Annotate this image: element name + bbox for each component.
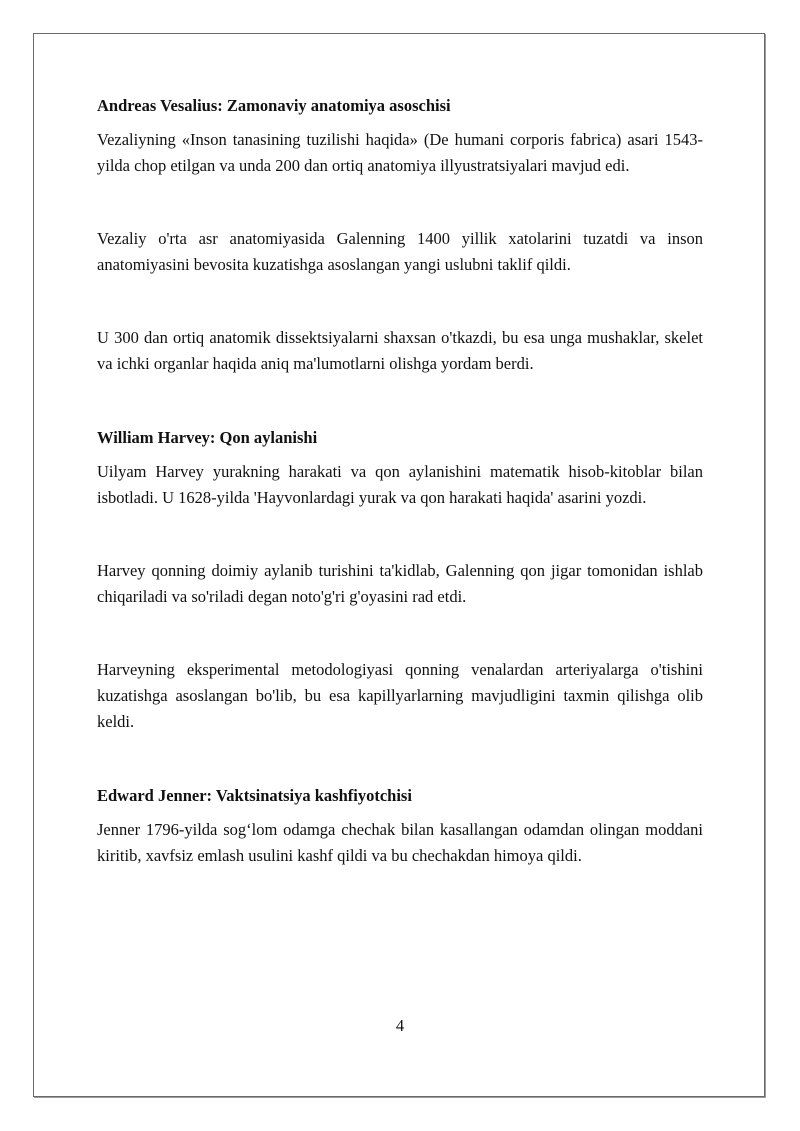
section-heading-harvey: William Harvey: Qon aylanishi (97, 428, 318, 447)
paragraph: Vezaliy o'rta asr anatomiyasida Galenning 1400 yillik xatolarini tuzatdi va inson anatomiyasini bevosita kuzatishga asoslangan yangi uslubni taklif qildi. (97, 229, 703, 274)
section-heading-jenner: Edward Jenner: Vaktsinatsiya kashfiyotchisi (97, 786, 412, 805)
section-heading-vesalius: Andreas Vesalius: Zamonaviy anatomiya asoschisi (97, 96, 451, 115)
paragraph: Jenner 1796-yilda sog‘lom odamga chechak bilan kasallangan odamdan olingan moddani kiritib, xavfsiz emlash usulini kashf qildi va bu chechakdan himoya qildi. (97, 820, 703, 865)
paragraph: Harveyning eksperimental metodologiyasi qonning venalardan arteriyalarga o'tishini kuzatishga asoslangan bo'lib, bu esa kapillyarlarning mavjudligini taxmin qilishga olib keldi. (97, 660, 703, 731)
page-number: 4 (395, 1016, 405, 1035)
paragraph: Vezaliyning «Inson tanasining tuzilishi haqida» (De humani corporis fabrica) asari 1543-yilda chop etilgan va unda 200 dan ortiq anatomiya illyustratsiyalari mavjud edi. (97, 130, 703, 175)
document-body (97, 93, 703, 869)
paragraph: U 300 dan ortiq anatomik dissektsiyalarni shaxsan o'tkazdi, bu esa unga mushaklar, skelet va ichki organlar haqida aniq ma'lumotlarni olishga yordam berdi. (97, 328, 703, 373)
paragraph: Uilyam Harvey yurakning harakati va qon aylanishini matematik hisob-kitoblar bilan isbotladi. U 1628-yilda 'Hayvonlardagi yurak va qon harakati haqida' asarini yozdi. (97, 462, 703, 507)
paragraph: Harvey qonning doimiy aylanib turishini ta'kidlab, Galenning qon jigar tomonidan ishlab chiqariladi va so'riladi degan noto'g'ri g'oyasini rad etdi. (97, 561, 703, 606)
